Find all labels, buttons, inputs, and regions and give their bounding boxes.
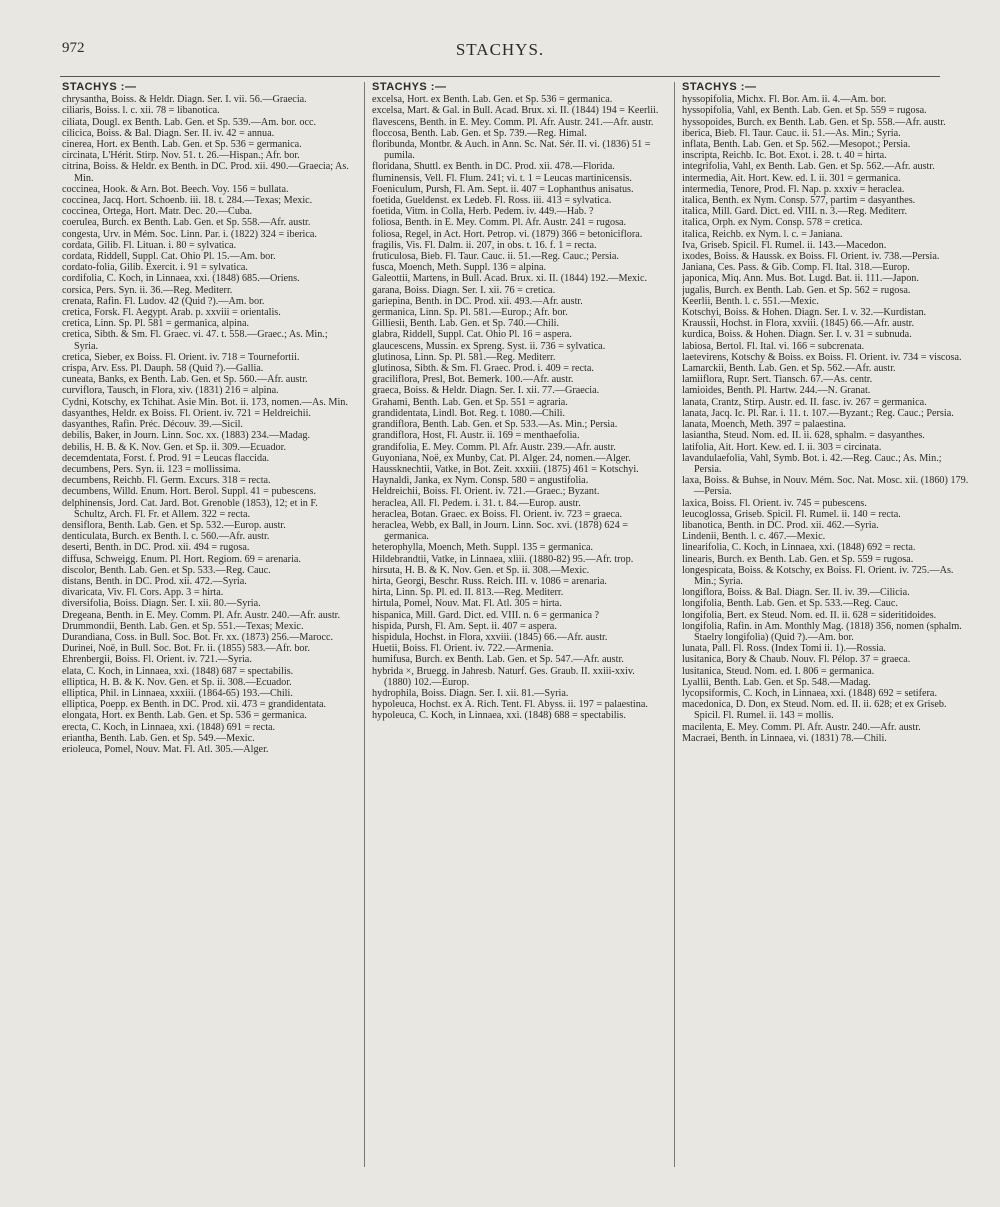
index-entry: hyssopifolia, Vahl, ex Benth. Lab. Gen. et Sp. 559 = rugosa. [682,105,927,117]
index-entry: Janiana, Ces. Pass. & Gib. Comp. Fl. Ital. 318.—Europ. [682,262,910,274]
index-entry: hirta, Linn. Sp. Pl. ed. II. 813.—Reg. Mediterr. [372,587,564,599]
index-entry: elliptica, H. B. & K. Nov. Gen. et Sp. ii. 308.—Ecuador. [62,676,292,688]
index-entry: hispida, Pursh, Fl. Am. Sept. ii. 407 = aspera. [372,620,557,632]
index-entry: lunata, Pall. Fl. Ross. (Index Tomi ii. 1).—Rossia. [682,643,886,655]
index-entry: Lamarckii, Benth. Lab. Gen. et Sp. 562.—Afr. austr. [682,363,896,375]
index-entry: hirtula, Pomel, Nouv. Mat. Fl. Atl. 305 = hirta. [372,598,562,610]
index-entry: Hildebrandtii, Vatke, in Linnaea, xliii. (1880-82) 95.—Afr. trop. [372,553,634,565]
index-entry: hirsuta, H. B. & K. Nov. Gen. et Sp. ii. 308.—Mexic. [372,564,590,576]
index-entry: intermedia, Ait. Hort. Kew. ed. I. ii. 301 = germanica. [682,172,901,184]
index-entry: cilicica, Boiss. & Bal. Diagn. Ser. II. iv. 42 = annua. [62,127,275,139]
index-entry: labiosa, Bertol. Fl. Ital. vi. 166 = subcrenata. [682,340,865,352]
index-entry: Iva, Griseb. Spicil. Fl. Rumel. ii. 143.—Macedon. [682,239,887,251]
index-entry: coerulea, Burch. ex Benth. Lab. Gen. et Sp. 558.—Afr. austr. [62,217,311,229]
index-entry: excelsa, Mart. & Gal. in Bull. Acad. Brux. xi. II. (1844) 194 = Keerlii. [372,105,659,117]
index-entry: cordata, Gilib. Fl. Lituan. i. 80 = sylvatica. [62,239,237,251]
index-entry: decumbens, Pers. Syn. ii. 123 = mollissima. [62,463,241,475]
index-entry: lusitanica, Steud. Nom. ed. I. 806 = germanica. [682,665,875,677]
index-entry: cretica, Sibth. & Sm. Fl. Graec. vi. 47. t. 558.—Graec.; As. Min.; Syria. [62,329,328,352]
index-entry: Kotschyi, Boiss. & Hohen. Diagn. Ser. I. v. 32.—Kurdistan. [682,307,927,319]
index-entry: macedonica, D. Don, ex Steud. Nom. ed. II. ii. 628; et ex Griseb. Spicil. Fl. Rumel. ii. 143 = mollis. [682,699,947,722]
index-entry: excelsa, Hort. ex Benth. Lab. Gen. et Sp. 536 = germanica. [372,94,613,106]
index-entry: chrysantha, Boiss. & Heldr. Diagn. Ser. I. vii. 56.—Graecia. [62,94,307,106]
index-entry: longiflora, Boiss. & Bal. Diagn. Ser. II. iv. 39.—Cilicia. [682,587,910,599]
index-entry: integrifolia, Vahl, ex Benth. Lab. Gen. et Sp. 562.—Afr. austr. [682,161,935,173]
index-entry: Keerlii, Benth. l. c. 551.—Mexic. [682,295,819,307]
column-heading: STACHYS :— [62,82,137,93]
index-entry: hypoleuca, C. Koch, in Linnaea, xxi. (1848) 688 = spectabilis. [372,710,626,722]
index-entry: italica, Benth. ex Nym. Consp. 577, partim = dasyanthes. [682,195,916,207]
index-entry: longifolia, Benth. Lab. Gen. et Sp. 533.—Reg. Cauc. [682,598,898,610]
index-entry: cretica, Sieber, ex Boiss. Fl. Orient. iv. 718 = Tournefortii. [62,351,300,363]
index-entry: Gilliesii, Benth. Lab. Gen. et Sp. 740.—Chili. [372,318,560,330]
index-entry: Huetii, Boiss. Fl. Orient. iv. 722.—Armenia. [372,643,554,655]
index-entry: foetida, Gueldenst. ex Ledeb. Fl. Ross. iii. 413 = sylvatica. [372,195,612,207]
index-entry: hybrida ×, Bruegg. in Jahresb. Naturf. Ges. Graub. II. xxiii-xxiv. (1880) 102.—Europ. [372,665,635,688]
index-entry: heraclea, Webb, ex Ball, in Journ. Linn. Soc. xvi. (1878) 624 = germanica. [372,519,628,543]
index-entry: erioleuca, Pomel, Nouv. Mat. Fl. Atl. 305.—Alger. [62,743,269,755]
index-entry: Foeniculum, Pursh, Fl. Am. Sept. ii. 407 = Lophanthus anisatus. [372,183,634,195]
index-entry: gariepina, Benth. in DC. Prod. xii. 493.—Afr. austr. [372,295,583,307]
index-entry: delphinensis, Jord. Cat. Jard. Bot. Grenoble (1853), 12; et in F. Schultz, Arch. Fl. Fr. et Allem. 322 = recta. [62,497,318,520]
index-entry: intermedia, Tenore, Prod. Fl. Nap. p. xxxiv = heraclea. [682,183,905,195]
column-heading: STACHYS :— [682,82,757,93]
index-entry: graciliflora, Presl, Bot. Bemerk. 100.—Afr. austr. [372,374,574,386]
index-entry: laxica, Boiss. Fl. Orient. iv. 745 = pubescens. [682,497,867,509]
index-entry: hispidula, Hochst. in Flora, xxviii. (1845) 66.—Afr. austr. [372,631,608,643]
index-entry: leucoglossa, Griseb. Spicil. Fl. Rumel. ii. 140 = recta. [682,508,901,520]
index-entry: heraclea, All. Fl. Pedem. i. 31. t. 84.—Europ. austr. [372,497,581,509]
index-entry: floccosa, Benth. Lab. Gen. et Sp. 739.—Reg. Himal. [372,127,587,139]
index-entry: lasiantha, Steud. Nom. ed. II. ii. 628, sphalm. = dasyanthes. [682,430,925,442]
index-entry: denticulata, Burch. ex Benth. l. c. 560.—Afr. austr. [62,531,270,543]
index-entry: elata, C. Koch, in Linnaea, xxi. (1848) 687 = spectabilis. [62,665,294,677]
index-entry: glabra, Riddell, Suppl. Cat. Ohio Pl. 16 = aspera. [372,329,572,341]
index-entry: Kraussii, Hochst. in Flora, xxviii. (1845) 66.—Afr. austr. [682,318,915,330]
index-entry: cinerea, Hort. ex Benth. Lab. Gen. et Sp. 536 = germanica. [62,139,302,151]
index-entry: elliptica, Phil. in Linnaea, xxxiii. (1864-65) 193.—Chili. [62,687,293,699]
index-entry: dasyanthes, Rafin. Préc. Découv. 39.—Sicil. [62,419,243,431]
index-entry: elongata, Hort. ex Benth. Lab. Gen. et Sp. 536 = germanica. [62,710,307,722]
index-entry: hypoleuca, Hochst. ex A. Rich. Tent. Fl. Abyss. ii. 197 = palaestina. [372,699,648,711]
index-entry: graeca, Boiss. & Heldr. Diagn. Ser. I. xii. 77.—Graecia. [372,385,600,397]
index-entry: Dregeana, Benth. in E. Mey. Comm. Pl. Afr. Austr. 240.—Afr. austr. [62,609,341,621]
index-entry: fragilis, Vis. Fl. Dalm. ii. 207, in obs. t. 16. f. 1 = recta. [372,239,597,251]
index-entry: laxa, Boiss. & Buhse, in Nouv. Mém. Soc. Nat. Mosc. xii. (1860) 179.—Persia. [682,475,969,498]
index-entry: curviflora, Tausch, in Flora, xiv. (1831) 216 = alpina. [62,385,279,397]
index-entry: Haussknechtii, Vatke, in Bot. Zeit. xxxiii. (1875) 461 = Kotschyi. [372,463,639,475]
index-entry: heraclea, Botan. Graec. ex Boiss. Fl. Orient. iv. 723 = graeca. [372,508,623,520]
index-entry: coccinea, Ortega, Hort. Matr. Dec. 20.—Cuba. [62,206,253,218]
column-divider [364,82,365,1167]
index-entry: decumbens, Reichb. Fl. Germ. Excurs. 318 = recta. [62,475,271,487]
index-entry: ixodes, Boiss. & Haussk. ex Boiss. Fl. Orient. iv. 738.—Persia. [682,251,940,263]
index-entry: glutinosa, Sibth. & Sm. Fl. Graec. Prod. i. 409 = recta. [372,363,594,375]
index-entry: glutinosa, Linn. Sp. Pl. 581.—Reg. Mediterr. [372,351,556,363]
index-entry: distans, Benth. in DC. Prod. xii. 472.—Syria. [62,575,247,587]
index-entry: lusitanica, Bory & Chaub. Nouv. Fl. Pélop. 37 = graeca. [682,654,911,666]
index-entry: japonica, Miq. Ann. Mus. Bot. Lugd. Bat. ii. 111.—Japon. [682,273,919,285]
index-entry: lavandulaefolia, Vahl, Symb. Bot. i. 42.—Reg. Cauc.; As. Min.; Persia. [682,452,942,475]
index-entry: cordata, Riddell, Suppl. Cat. Ohio Pl. 15.—Am. bor. [62,251,276,263]
index-entry: foliosa, Regel, in Act. Hort. Petrop. vi. (1879) 366 = betoniciflora. [372,228,643,240]
index-entry: garana, Boiss. Diagn. Ser. I. xii. 76 = cretica. [372,284,556,296]
index-entry: debilis, H. B. & K. Nov. Gen. et Sp. ii. 309.—Ecuador. [62,441,287,453]
column-2 [372,82,660,1197]
header-rule [60,76,940,77]
index-entry: Cydni, Kotschy, ex Tchihat. Asie Min. Bot. ii. 173, nomen.—As. Min. [62,396,348,408]
index-entry: floridana, Shuttl. ex Benth. in DC. Prod. xii. 478.—Florida. [372,161,615,173]
index-entry: fusca, Moench, Meth. Suppl. 136 = alpina. [372,262,547,274]
index-entry: foliosa, Benth. in E. Mey. Comm. Pl. Afr. Austr. 241 = rugosa. [372,217,627,229]
index-entry: glaucescens, Mussin. ex Spreng. Syst. ii. 736 = sylvatica. [372,340,606,352]
index-entry: cordifolia, C. Koch, in Linnaea, xxi. (1848) 685.—Oriens. [62,273,300,285]
index-entry: laetevirens, Kotschy & Boiss. ex Boiss. Fl. Orient. iv. 734 = viscosa. [682,351,962,363]
index-entry: Durandiana, Coss. in Bull. Soc. Bot. Fr. xx. (1873) 256.—Marocc. [62,631,334,643]
index-entry: cretica, Linn. Sp. Pl. 581 = germanica, alpina. [62,318,250,330]
index-entry: decemdentata, Forst. f. Prod. 91 = Leucas flaccida. [62,452,270,464]
page-number: 972 [62,40,85,56]
index-entry: lamiiflora, Rupr. Sert. Tiansch. 67.—As. centr. [682,374,873,386]
index-entry: linearis, Burch. ex Benth. Lab. Gen. et Sp. 559 = rugosa. [682,553,914,565]
column-3 [682,82,970,1197]
index-entry: debilis, Baker, in Journ. Linn. Soc. xx. (1883) 234.—Madag. [62,430,311,442]
index-entry: Heldreichii, Boiss. Fl. Orient. iv. 721.—Graec.; Byzant. [372,486,600,498]
index-entry: crispa, Arv. Ess. Pl. Dauph. 58 (Quid ?).—Gallia. [62,363,264,375]
index-entry: macilenta, E. Mey. Comm. Pl. Afr. Austr. 240.—Afr. austr. [682,721,921,733]
index-entry: longespicata, Boiss. & Kotschy, ex Boiss. Fl. Orient. iv. 725.—As. Min.; Syria. [682,564,954,587]
column-divider [674,82,675,1167]
column-1 [62,82,350,1197]
index-entry: floribunda, Montbr. & Auch. in Ann. Sc. Nat. Sér. II. vi. (1836) 51 = pumila. [372,139,651,162]
index-entry: Ehrenbergii, Boiss. Fl. Orient. iv. 721.—Syria. [62,654,252,666]
index-entry: coccinea, Jacq. Hort. Schoenb. iii. 18. t. 284.—Texas; Mexic. [62,195,313,207]
index-entry: longifolia, Rafin. in Am. Monthly Mag. (1818) 356, nomen (sphalm. Staelry longifolia) (Quid ?).—Am. bor. [682,620,962,643]
index-entry: fruticulosa, Bieb. Fl. Taur. Cauc. ii. 51.—Reg. Cauc.; Persia. [372,251,619,263]
index-entry: lycopsiformis, C. Koch, in Linnaea, xxi. (1848) 692 = setifera. [682,687,938,699]
index-entry: flavescens, Benth. in E. Mey. Comm. Pl. Afr. Austr. 241.—Afr. austr. [372,116,654,128]
index-entry: divaricata, Viv. Fl. Cors. App. 3 = hirta. [62,587,224,599]
index-entry: crenata, Rafin. Fl. Ludov. 42 (Quid ?).—Am. bor. [62,295,265,307]
index-entry: densiflora, Benth. Lab. Gen. et Sp. 532.—Europ. austr. [62,519,286,531]
running-head: STACHYS. [455,40,545,59]
index-entry: lanata, Crantz, Stirp. Austr. ed. II. fasc. iv. 267 = germanica. [682,396,927,408]
index-entry: cordato-folia, Gilib. Exercit. i. 91 = sylvatica. [62,262,248,274]
index-entry: ciliaris, Boiss. l. c. xii. 78 = libanotica. [62,105,220,117]
index-entry: italica, Orph. ex Nym. Consp. 578 = cretica. [682,217,863,229]
index-entry: diffusa, Schweigg. Enum. Pl. Hort. Regiom. 69 = arenaria. [62,553,301,565]
index-entry: italica, Reichb. ex Nym. l. c. = Janiana. [682,228,843,240]
index-entry: grandifolia, E. Mey. Comm. Pl. Afr. Austr. 239.—Afr. austr. [372,441,616,453]
index-entry: coccinea, Hook. & Arn. Bot. Beech. Voy. 156 = bullata. [62,183,289,195]
index-entry: kurdica, Boiss. & Hohen. Diagn. Ser. I. v. 31 = subnuda. [682,329,912,341]
index-entry: hyssopoides, Burch. ex Benth. Lab. Gen. et Sp. 558.—Afr. austr. [682,116,946,128]
index-entry: inscripta, Reichb. Ic. Bot. Exot. i. 28. t. 40 = hirta. [682,150,887,162]
index-entry: ciliata, Dougl. ex Benth. Lab. Gen. et Sp. 539.—Am. bor. occ. [62,116,317,128]
index-entry: lamioides, Benth. Pl. Hartw. 244.—N. Granat. [682,385,871,397]
index-entry: citrina, Boiss. & Heldr. ex Benth. in DC. Prod. xii. 490.—Graecia; As. Min. [62,161,349,184]
index-entry: corsica, Pers. Syn. ii. 36.—Reg. Mediterr. [62,284,233,296]
index-entry: cretica, Forsk. Fl. Aegypt. Arab. p. xxviii = orientalis. [62,307,281,319]
index-entry: Macraei, Benth. in Linnaea, vi. (1831) 78.—Chili. [682,732,887,744]
index-entry: discolor, Benth. Lab. Gen. et Sp. 533.—Reg. Cauc. [62,564,271,576]
index-entry: grandiflora, Benth. Lab. Gen. et Sp. 533.—As. Min.; Persia. [372,419,618,431]
index-entry: germanica, Linn. Sp. Pl. 581.—Europ.; Afr. bor. [372,307,568,319]
index-entry: Guyoniana, Noë, ex Munby, Cat. Pl. Alger. 24, nomen.—Alger. [372,452,631,464]
index-entry: Grahami, Benth. Lab. Gen. et Sp. 551 = agraria. [372,396,568,408]
index-entry: inflata, Benth. Lab. Gen. et Sp. 562.—Mesopot.; Persia. [682,139,911,151]
index-entry: cuneata, Banks, ex Benth. Lab. Gen. et Sp. 560.—Afr. austr. [62,374,308,386]
index-entry: grandiflora, Host, Fl. Austr. ii. 169 = menthaefolia. [372,430,580,442]
index-entry: deserti, Benth. in DC. Prod. xii. 494 = rugosa. [62,542,250,554]
index-entry: longifolia, Bert. ex Steud. Nom. ed. II. ii. 628 = sideritidoides. [682,609,937,621]
index-entry: circinata, L'Hérit. Stirp. Nov. 51. t. 26.—Hispan.; Afr. bor. [62,150,300,162]
index-entry: diversifolia, Boiss. Diagn. Ser. I. xii. 80.—Syria. [62,598,261,610]
index-entry: hydrophila, Boiss. Diagn. Ser. I. xii. 81.—Syria. [372,687,569,699]
index-entry: Durinei, Noë, in Bull. Soc. Bot. Fr. ii. (1855) 583.—Afr. bor. [62,643,310,655]
index-entry: Drummondii, Benth. Lab. Gen. et Sp. 551.—Texas; Mexic. [62,620,304,632]
index-entry: erecta, C. Koch, in Linnaea, xxi. (1848) 691 = recta. [62,721,276,733]
index-entry: Lyallii, Benth. Lab. Gen. et Sp. 548.—Madag. [682,676,871,688]
index-entry: Galeottii, Martens, in Bull. Acad. Brux. xi. II. (1844) 192.—Mexic. [372,273,648,285]
index-entry: Haynaldi, Janka, ex Nym. Consp. 580 = angustifolia. [372,475,589,487]
column-heading: STACHYS :— [372,82,447,93]
index-entry: foetida, Vitm. in Colla, Herb. Pedem. iv. 449.—Hab. ? [372,206,594,218]
index-entry: congesta, Urv. in Mém. Soc. Linn. Par. i. (1822) 324 = iberica. [62,228,317,240]
index-entry: italica, Mill. Gard. Dict. ed. VIII. n. 3.—Reg. Mediterr. [682,206,908,218]
index-entry: hirta, Georgi, Beschr. Russ. Reich. III. v. 1086 = arenaria. [372,575,607,587]
index-entry: lanata, Jacq. Ic. Pl. Rar. i. 11. t. 107.—Byzant.; Reg. Cauc.; Persia. [682,407,954,419]
index-entry: libanotica, Benth. in DC. Prod. xii. 462.—Syria. [682,519,879,531]
index-entry: heterophylla, Moench, Meth. Suppl. 135 = germanica. [372,542,594,554]
index-entry: grandidentata, Lindl. Bot. Reg. t. 1080.—Chili. [372,407,565,419]
index-entry: decumbens, Willd. Enum. Hort. Berol. Suppl. 41 = pubescens. [62,486,316,498]
index-entry: Lindenii, Benth. l. c. 467.—Mexic. [682,531,826,543]
index-entry: linearifolia, C. Koch, in Linnaea, xxi. (1848) 692 = recta. [682,542,916,554]
index-entry: iberica, Bieb. Fl. Taur. Cauc. ii. 51.—As. Min.; Syria. [682,127,901,139]
index-entry: hispanica, Mill. Gard. Dict. ed. VIII. n. 6 = germanica ? [372,609,600,621]
index-entry: eriantha, Benth. Lab. Gen. et Sp. 549.—Mexic. [62,732,255,744]
index-entry: latifolia, Ait. Hort. Kew. ed. I. ii. 303 = circinata. [682,441,882,453]
index-entry: hyssopifolia, Michx. Fl. Bor. Am. ii. 4.—Am. bor. [682,94,887,106]
index-entry: lanata, Moench, Meth. 397 = palaestina. [682,419,846,431]
index-entry: elliptica, Poepp. ex Benth. in DC. Prod. xii. 473 = grandidentata. [62,699,327,711]
index-entry: fluminensis, Vell. Fl. Flum. 241; vi. t. 1 = Leucas martinicensis. [372,172,632,184]
index-entry: dasyanthes, Heldr. ex Boiss. Fl. Orient. iv. 721 = Heldreichii. [62,407,311,419]
index-entry: jugalis, Burch. ex Benth. Lab. Gen. et Sp. 562 = rugosa. [682,284,911,296]
index-entry: humifusa, Burch. ex Benth. Lab. Gen. et Sp. 547.—Afr. austr. [372,654,624,666]
